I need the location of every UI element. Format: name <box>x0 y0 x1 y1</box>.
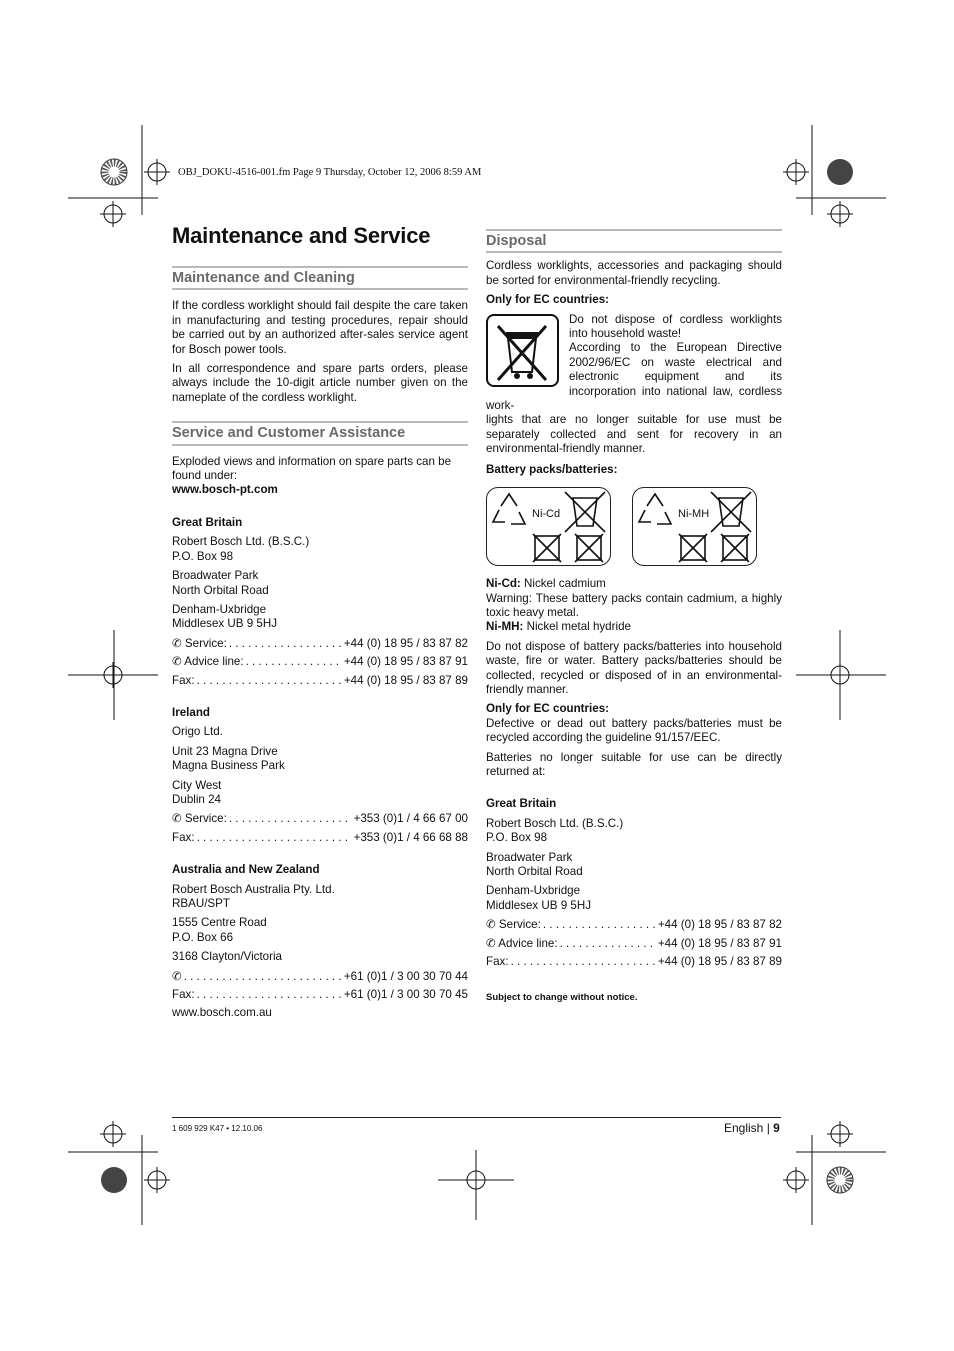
left-column <box>172 266 468 1021</box>
paragraph: Defective or dead out battery packs/batteries must be recycled according the guideline 91/157/EEC. <box>486 716 782 745</box>
address-line: P.O. Box 98 <box>486 831 548 845</box>
address-line: 3168 Clayton/Victoria <box>172 950 282 964</box>
definition: Ni-MH: Nickel metal hydride <box>486 620 631 634</box>
crossed-bin-icon <box>486 314 559 387</box>
fax-row: Fax: . . . +44 (0) 18 95 / 83 87 89 <box>172 674 468 688</box>
language-label: English <box>724 1121 764 1135</box>
country-heading: Great Britain <box>172 515 243 529</box>
country-heading: Australia and New Zealand <box>172 863 320 877</box>
address-line: Origo Ltd. <box>172 725 223 739</box>
ec-label: Only for EC countries: <box>486 702 610 716</box>
warning-text: Warning: These battery packs contain cadmium, a highly toxic heavy metal. <box>486 591 782 619</box>
nimh-recycle-icon <box>632 487 757 566</box>
phone-row: ✆ Service: . . . +353 (0)1 / 4 66 67 00 <box>172 812 468 826</box>
address-line: Denham-Uxbridge <box>172 602 267 616</box>
country-heading: Ireland <box>172 705 211 719</box>
address-line: North Orbital Road <box>172 583 269 597</box>
address-line: North Orbital Road <box>486 865 583 878</box>
address-line: Unit 23 Magna Drive <box>172 744 278 758</box>
address-line: P.O. Box 98 <box>172 549 234 563</box>
definition: Ni-Cd: Nickel cadmium <box>486 577 606 591</box>
address-line: Dublin 24 <box>172 792 221 806</box>
battery-label: Battery packs/batteries: <box>486 462 618 476</box>
paragraph: Do not dispose of cordless worklights into household waste! <box>569 312 782 341</box>
phone-row: ✆ . . . +61 (0)1 / 3 00 30 70 44 <box>172 970 468 984</box>
website-link[interactable]: www.bosch-pt.com <box>172 483 278 497</box>
paragraph: lights that are no longer suitable for use must be separately collected and sent for recovery in an environmental-friendly manner. <box>486 413 782 456</box>
file-header: OBJ_DOKU-4516-001.fm Page 9 Thursday, October 12, 2006 8:59 AM <box>178 167 482 178</box>
address-line: P.O. Box 66 <box>172 930 234 944</box>
nicd-recycle-icon <box>486 487 611 566</box>
website-link[interactable]: www.bosch.com.au <box>172 1006 272 1020</box>
address-line: Robert Bosch Australia Pty. Ltd. <box>172 882 335 896</box>
doc-code: 1 609 929 K47 • 12.10.06 <box>172 1124 263 1133</box>
page-footer: English | 9 <box>724 1121 780 1135</box>
paragraph: Cordless worklights, accessories and packaging should be sorted for environmental-friendly recycling. <box>486 259 782 287</box>
page-number: 9 <box>773 1121 780 1135</box>
address-line: Magna Business Park <box>172 759 285 773</box>
country-heading: Great Britain <box>486 797 557 811</box>
address-line: City West <box>172 778 222 792</box>
paragraph: In all correspondence and spare parts orders, please always include the 10-digit article number given on the nameplate of the cordless worklight. <box>172 362 468 404</box>
phone-row: ✆ Service: . . . +44 (0) 18 95 / 83 87 82 <box>486 918 782 932</box>
notice-text: Subject to change without notice. <box>486 992 638 1004</box>
battery-type-label: Ni-Cd <box>532 508 561 521</box>
address-line: 1555 Centre Road <box>172 916 267 930</box>
address-line: Middlesex UB 9 5HJ <box>486 898 592 912</box>
address-line: Robert Bosch Ltd. (B.S.C.) <box>172 535 310 549</box>
phone-row: ✆ Advice line: . . . +44 (0) 18 95 / 83 87 91 <box>172 655 468 669</box>
address-line: Broadwater Park <box>486 850 573 864</box>
section-heading-disposal: Disposal <box>486 229 782 253</box>
section-heading-maintenance: Maintenance and Cleaning <box>172 266 468 290</box>
paragraph: Do not dispose of battery packs/batteries into household waste, fire or water. Battery packs/batteries should be collected, recycled or disposed of in an environmental-friendly manner. <box>486 639 782 696</box>
address-line: Middlesex UB 9 5HJ <box>172 617 278 631</box>
phone-row: ✆ Service: . . . +44 (0) 18 95 / 83 87 82 <box>172 637 468 651</box>
address-line: Denham-Uxbridge <box>486 884 581 898</box>
ec-label: Only for EC countries: <box>486 293 610 307</box>
address-line: Robert Bosch Ltd. (B.S.C.) <box>486 816 624 830</box>
fax-row: Fax: . . . +353 (0)1 / 4 66 68 88 <box>172 831 468 845</box>
section-heading-service: Service and Customer Assistance <box>172 421 468 445</box>
paragraph: If the cordless worklight should fail despite the care taken in manufacturing and testing procedures, repair should be carried out by an authorized after-sales service agent for Bosch power tools. <box>172 299 468 356</box>
page-title: Maintenance and Service <box>172 223 431 248</box>
footer-rule <box>172 1117 781 1118</box>
paragraph: Batteries no longer suitable for use can be directly returned at: <box>486 750 782 778</box>
right-column <box>486 229 782 1006</box>
fax-row: Fax: . . . +61 (0)1 / 3 00 30 70 45 <box>172 988 468 1002</box>
address-line: Broadwater Park <box>172 569 259 583</box>
paragraph: Exploded views and information on spare parts can be found under: <box>172 454 452 483</box>
phone-row: ✆ Advice line: . . . +44 (0) 18 95 / 83 87 91 <box>486 937 782 951</box>
fax-row: Fax: . . . +44 (0) 18 95 / 83 87 89 <box>486 955 782 969</box>
battery-type-label: Ni-MH <box>678 508 710 521</box>
address-line: RBAU/SPT <box>172 897 230 910</box>
paragraph: According to the European Directive 2002/96/EC on waste electrical and electronic equipment and its incorporation into national law, cordless work- <box>486 341 782 413</box>
